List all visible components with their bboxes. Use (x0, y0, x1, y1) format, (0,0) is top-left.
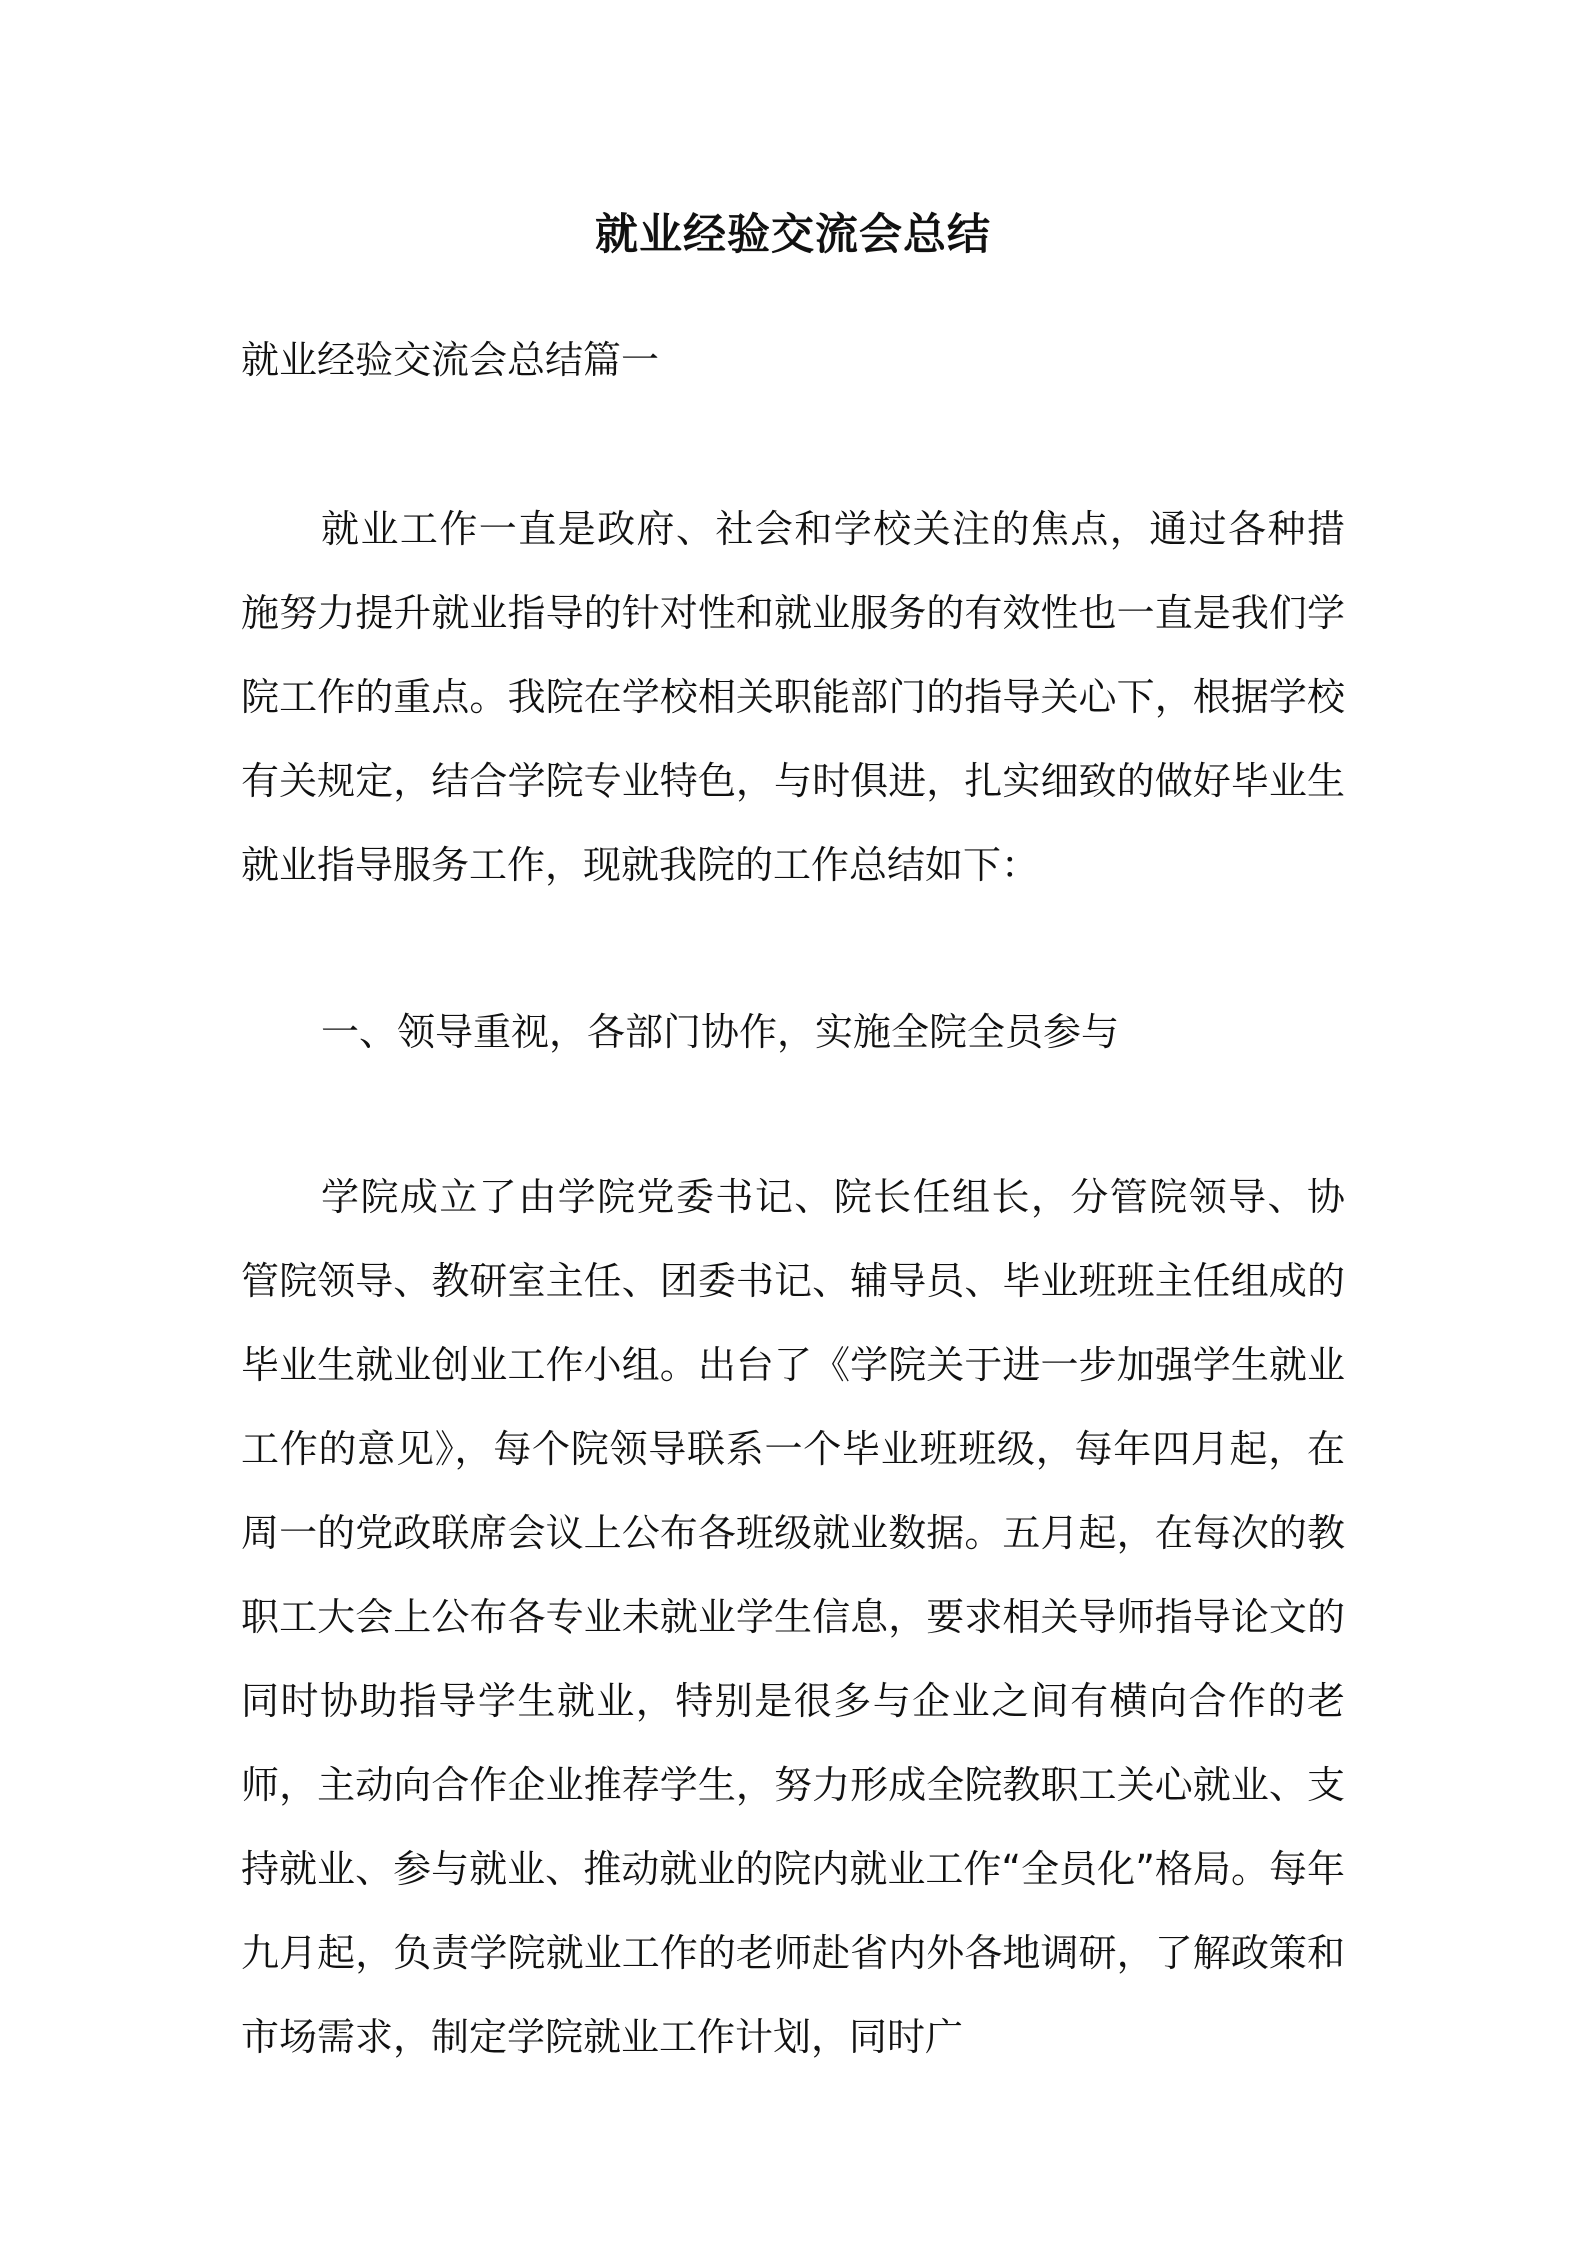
document-title: 就业经验交流会总结 (595, 210, 991, 260)
section-heading: 一、领导重视，各部门协作，实施全院全员参与 (321, 1010, 1120, 1054)
paragraph-intro: 就业工作一直是政府、社会和学校关注的焦点，通过各种措施努力提升就业指导的针对性和就业服务的有效性也一直是我们学院工作的重点。我院在学校相关职能部门的指导关心下，根据学校有关规定，结合学院专业特色，与时俱进，扎实细致的做好毕业生就业指导服务工作，现就我院的工作总结如下： (241, 507, 1345, 887)
paragraph-body: 学院成立了由学院党委书记、院长任组长，分管院领导、协管院领导、教研室主任、团委书记、辅导员、毕业班班主任组成的毕业生就业创业工作小组。出台了《学院关于进一步加强学生就业工作的意见》，每个院领导联系一个毕业班班级，每年四月起，在周一的党政联席会议上公布各班级就业数据。五月起，在每次的教职工大会上公布各专业未就业学生信息，要求相关导师指导论文的同时协助指导学生就业，特别是很多与企业之间有横向合作的老师，主动向合作企业推荐学生，努力形成全院教职工关心就业、支持就业、参与就业、推动就业的院内就业工作“全员化”格局。每年九月起，负责学院就业工作的老师赴省内外各地调研，了解政策和市场需求，制定学院就业工作计划，同时广 (241, 1175, 1345, 2059)
document-subtitle: 就业经验交流会总结篇一 (241, 338, 660, 382)
